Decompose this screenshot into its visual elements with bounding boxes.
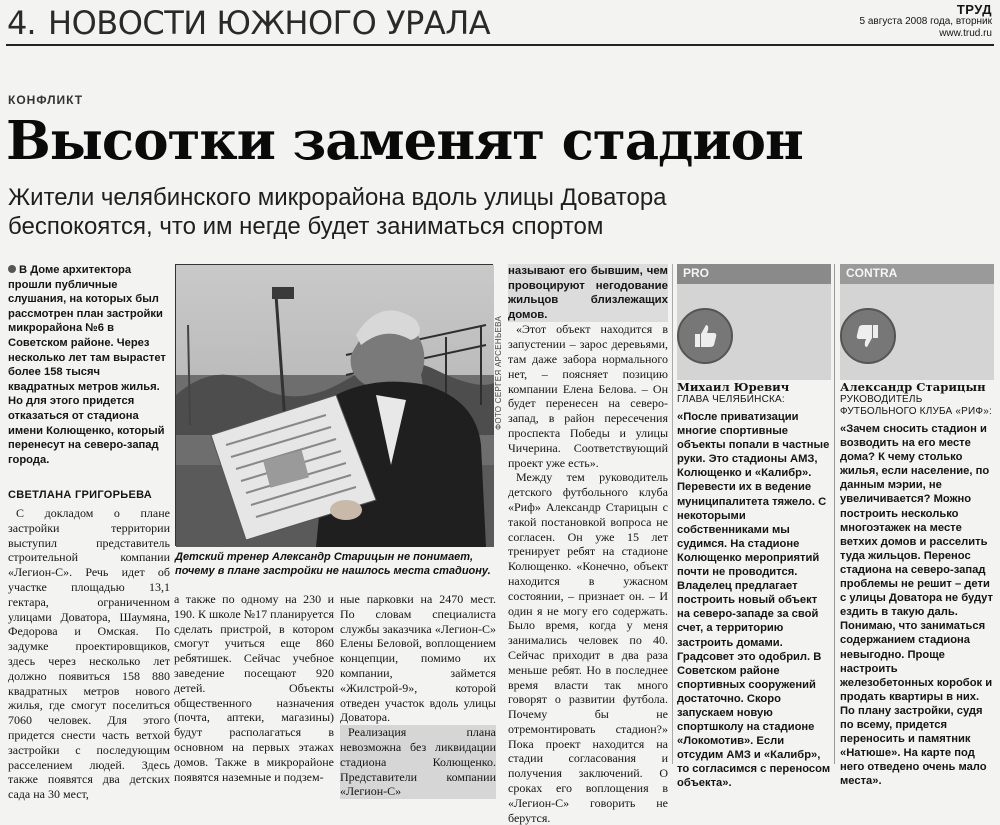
body-paragraph-highlight: называют его бывшим, чем провоцируют негодование жильцов близлежащих домов.	[508, 265, 668, 321]
photo-image	[176, 265, 494, 547]
section-rubric: НОВОСТИ ЮЖНОГО УРАЛА	[48, 4, 491, 42]
pro-tag: PRO	[677, 264, 831, 284]
contra-box	[840, 264, 994, 788]
masthead-info	[860, 4, 992, 40]
paper-name: ТРУД	[956, 2, 992, 17]
thumbs-down-icon	[840, 308, 896, 364]
author-byline: СВЕТЛАНА ГРИГОРЬЕВА	[8, 489, 153, 501]
body-paragraph: а также по одному на 230 и 190. К школе №17 планируется сделать пристрой, в котором смогут учиться еще 860 ребятишек. Сейчас учебное заведение посещают 920 детей. Объекты общественного назначения (почта, аптеки, магазины) будут располагаться в основном на первых этажах домов. Также в микрорайоне появятся наземные и подзем-	[174, 592, 334, 784]
contra-name: Александр Старицын	[840, 380, 986, 394]
body-column-4	[508, 264, 668, 825]
article-headline: Высотки заменят стадион	[6, 110, 803, 172]
photo-caption: Детский тренер Александр Старицын не понимает, почему в плане застройки не нашлось места стадиону.	[175, 551, 491, 577]
contra-icon-box	[840, 284, 994, 380]
site-url: www.trud.ru	[939, 28, 992, 39]
contra-role: РУКОВОДИТЕЛЬ ФУТБОЛЬНОГО КЛУБА «РИФ»:	[840, 394, 992, 417]
column-divider	[672, 264, 673, 764]
body-paragraph: С докладом о плане застройки территории выступил представитель строительной компании «Легион-С». Речь идет об участке площадью 13,1 гектара, ограниченном улицами Доватора, Шаумяна, Федорова и Омская. По задумке проектировщиков, здесь через несколько лет должно появиться 158 880 квадратных метров нового жилья, где смогут поселиться 7060 человек. Для этого придется снести часть ветхой застройки с последующим расселением людей. Здесь также появятся два детских сада на 30 мест,	[8, 506, 170, 802]
lead-text: В Доме архитектора прошли публичные слушания, на которых был рассмотрен план застройки микрорайона №6 в Советском районе. Через несколько лет там вырастет более 158 тысяч квадратных метров жилья. Но для этого придется отказаться от стадиона имени Колющенко, который перенесут на северо-запад города.	[8, 264, 166, 466]
page-number: 4.	[7, 4, 36, 42]
contra-tag: CONTRA	[840, 264, 994, 284]
body-paragraph: ные парковки на 2470 мест. По словам специалиста службы заказчика «Легион-С» Елены Беловой, воплощением концепции, помимо их компании, займется «Жилстрой-9», которой отведен участок вдоль улицы Доватора.	[340, 592, 496, 725]
pro-role: ГЛАВА ЧЕЛЯБИНСКА:	[677, 394, 785, 405]
photo-credit: ФОТО СЕРГЕЯ АРСЕНЬЕВА	[494, 315, 503, 430]
article-lead	[8, 263, 168, 467]
body-column-1	[8, 506, 170, 802]
article-subhead: Жители челябинского микрорайона вдоль улицы Доватора беспокоятся, что им негде будет заниматься спортом	[8, 184, 667, 240]
thumbs-up-icon	[677, 308, 733, 364]
article-kicker: КОНФЛИКТ	[8, 93, 84, 107]
body-paragraph: «Этот объект находится в запустении – зарос деревьями, там даже забора нормального нет, – поясняет позицию компании Елена Белова. – Он будет перенесен на северо-запад, в район пересечения проспекта Победы и улицы Чичерина. Соответствующий проект уже есть».	[508, 322, 668, 470]
article-photo	[175, 264, 493, 546]
pro-quote: «После приватизации многие спортивные объекты попали в частные руки. Это стадионы АМЗ, Колющенко и «Калибр». Перевести их в ведение муниципалитета тяжело. С некоторыми собственниками мы судимся. На стадионе Колющенко мероприятий почти не проводится. Владелец предлагает построить новый объект на северо-западе за свой счет, а территорию застроить домами. Градсовет это одобрил. В Советском районе спортивных сооружений достаточно. Скоро запускаем новую спортшколу на стадионе «Локомотив». Если отсудим АМЗ и «Калибр», то согласимся с переносом объекта».	[677, 411, 831, 790]
body-column-3	[340, 592, 496, 799]
pro-name: Михаил Юревич	[677, 380, 790, 394]
issue-date: 5 августа 2008 года, вторник	[859, 16, 992, 27]
pro-box	[677, 264, 831, 791]
contra-quote: «Зачем сносить стадион и возводить на его месте дома? К чему столько жилья, если население, по данным мэрии, не увеличивается? Можно построить несколько многоэтажек на месте ветхих домов и расселить туда жильцов. Перенос стадиона на северо-запад проблемы не решит – дети с улицы Доватора не будут ездить в такую даль. Понимаю, что заниматься содержанием стадиона невыгодно. Проще настроить железобетонных коробок и продать квартиры в них. По плану застройки, судя по всему, придется переносить и памятник «Натюше». На карте под него отведено очень мало места».	[840, 423, 994, 788]
body-column-2	[174, 592, 334, 784]
column-divider	[834, 264, 835, 764]
header-rule	[6, 44, 994, 46]
pro-icon-box	[677, 284, 831, 380]
bullet-icon	[8, 265, 16, 273]
body-paragraph: Между тем руководитель детского футбольного клуба «Риф» Александр Старицын с такой постановкой вопроса не согласен. Он уже 15 лет тренирует ребят на стадионе Колющенко. «Конечно, объект находится в ужасном состоянии, – признает он. – И один я не могу его содержать. Было время, когда у меня занимались человек по 40. Сейчас приходит в два раза меньше ребят. Но в последнее время власти так много говорят о развитии футбола. Почему бы не отремонтировать стадион?» Пока проект находится на стадии согласования и получения заключений. О сроках его воплощения в «Легион-С» говорить не берутся.	[508, 470, 668, 825]
body-paragraph-highlight: Реализация плана невозможна без ликвидации стадиона Колющенко. Представители компании «Легион-С»	[340, 725, 496, 799]
